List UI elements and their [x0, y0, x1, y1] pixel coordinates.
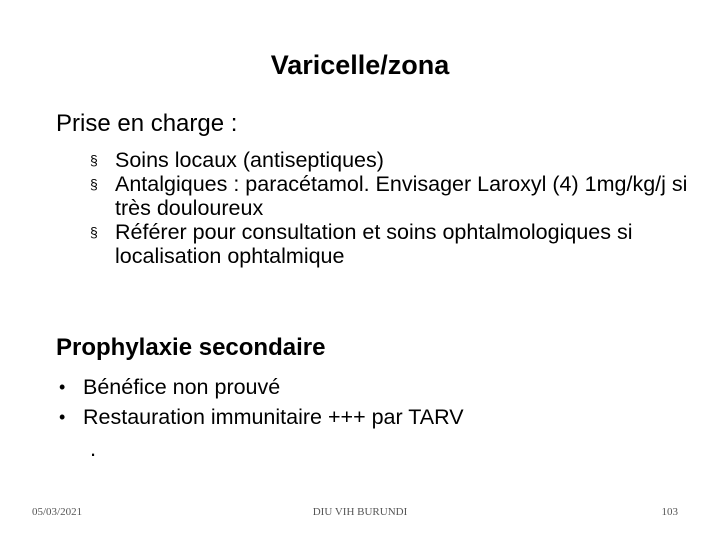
- list-item: [56, 372, 676, 402]
- round-bullet-icon: •: [59, 377, 66, 397]
- list-item: [90, 220, 690, 268]
- list-item-text: Restauration immunitaire +++ par TARV: [83, 405, 464, 429]
- footer-date: 05/03/2021: [32, 506, 83, 518]
- list-item-text: Bénéfice non prouvé: [83, 375, 281, 399]
- section-heading-prise-en-charge: Prise en charge :: [56, 110, 238, 137]
- prise-en-charge-list: [90, 148, 690, 268]
- page-number: 103: [661, 506, 678, 518]
- slide-title: Varicelle/zona: [270, 50, 450, 80]
- section-heading-prophylaxie: Prophylaxie secondaire: [56, 334, 326, 361]
- square-bullet-icon: §: [90, 224, 98, 240]
- footer-title: DIU VIH BURUNDI: [312, 506, 408, 518]
- list-item-text: Antalgiques : paracétamol. Envisager Laroxyl (4) 1mg/kg/j si très douloureux: [115, 172, 688, 220]
- list-item: [90, 148, 690, 172]
- prophylaxie-list: [56, 372, 676, 432]
- list-item: [56, 402, 676, 432]
- list-item-text: Référer pour consultation et soins ophtalmologiques si localisation ophtalmique: [115, 220, 633, 268]
- list-item-text: Soins locaux (antiseptiques): [115, 148, 384, 172]
- trailing-mark: .: [90, 436, 97, 461]
- list-item: [90, 172, 690, 220]
- round-bullet-icon: •: [59, 407, 66, 427]
- square-bullet-icon: §: [90, 152, 98, 168]
- square-bullet-icon: §: [90, 176, 98, 192]
